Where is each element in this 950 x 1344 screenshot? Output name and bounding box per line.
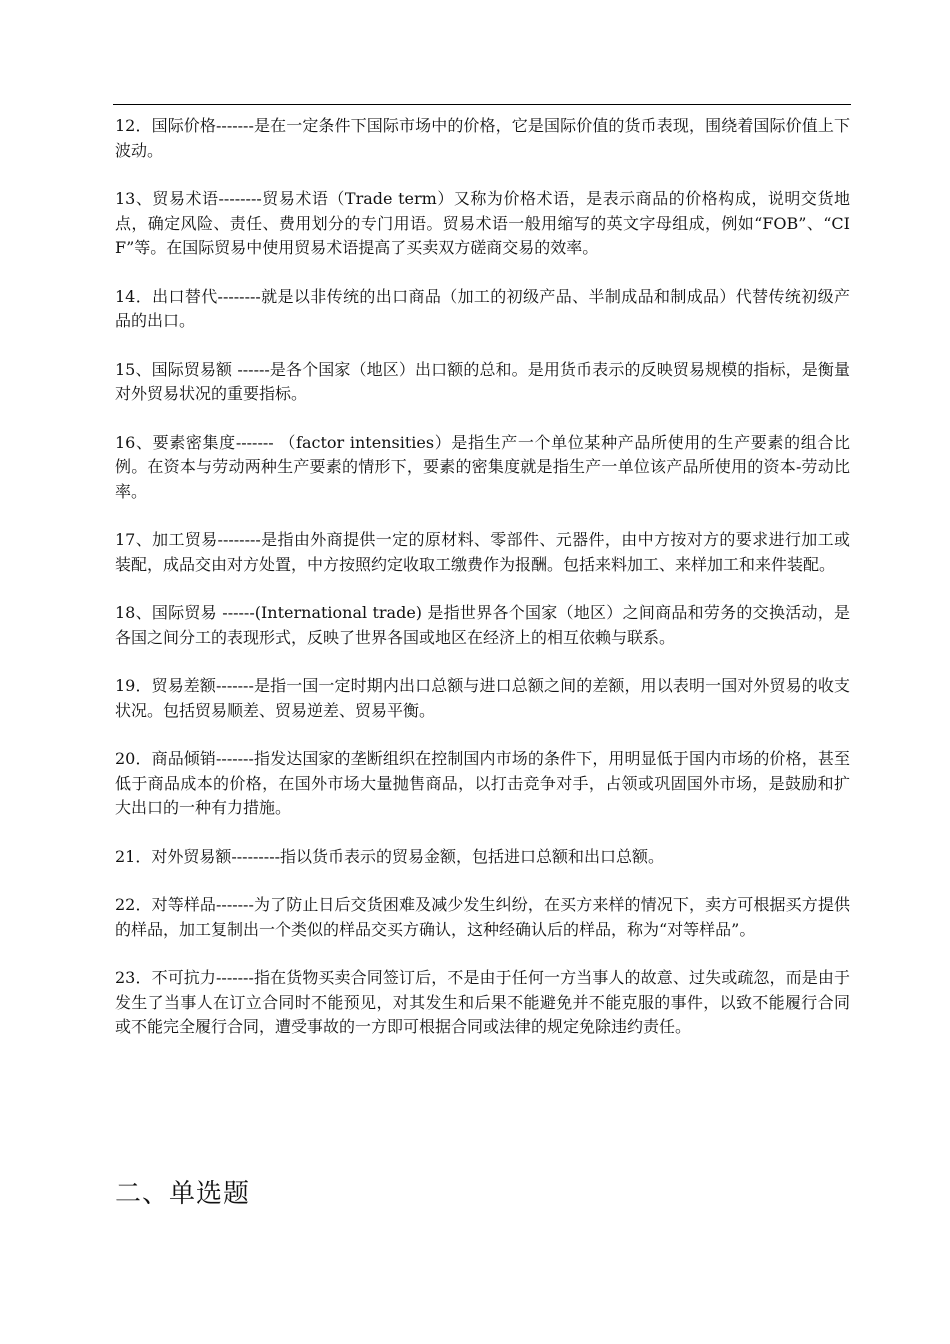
definition-entry-23: 23．不可抗力-------指在货物买卖合同签订后，不是由于任何一方当事人的故意、过失或疏忽，而是由于发生了当事人在订立合同时不能预见，对其发生和后果不能避免并不能克服的事件，以致不能履行合同或不能完全履行合同，遭受事故的一方即可根据合同或法律的规定免除违约责任。 [115, 968, 850, 1036]
definition-entry-14: 14．出口替代--------就是以非传统的出口商品（加工的初级产品、半制成品和制成品）代替传统初级产品的出口。 [115, 286, 850, 330]
definition-entry-22: 22．对等样品-------为了防止日后交货困难及减少发生纠纷，在买方来样的情况下，卖方可根据买方提供的样品，加工复制出一个类似的样品交买方确认，这种经确认后的样品，称为“对等样品”。 [115, 895, 850, 939]
header-rule [113, 104, 851, 105]
definition-entry-17: 17、加工贸易--------是指由外商提供一定的原材料、零部件、元器件，由中方按对方的要求进行加工或装配，成品交由对方处置，中方按照约定收取工缴费作为报酬。包括来料加工、来样加工和来件装配。 [115, 530, 850, 574]
definition-entry-18: 18、国际贸易 ------(International trade) 是指世界各个国家（地区）之间商品和劳务的交换活动，是各国之间分工的表现形式，反映了世界各国或地区在经济上的相互依赖与联系。 [115, 603, 850, 647]
definition-entry-15: 15、国际贸易额 ------是各个国家（地区）出口额的总和。是用货币表示的反映贸易规模的指标，是衡量对外贸易状况的重要指标。 [115, 359, 850, 403]
section-heading: 二、单选题 [115, 1179, 251, 1209]
definitions-list [115, 114, 850, 1064]
definition-entry-21: 21．对外贸易额---------指以货币表示的贸易金额，包括进口总额和出口总额。 [115, 846, 665, 866]
definition-entry-13: 13、贸易术语--------贸易术语（Trade term）又称为价格术语，是表示商品的价格构成，说明交货地点，确定风险、责任、费用划分的专门用语。贸易术语一般用缩写的英文字母组成，例如“FOB”、“CIF”等。在国际贸易中使用贸易术语提高了买卖双方磋商交易的效率。 [115, 189, 850, 257]
definition-entry-12: 12．国际价格-------是在一定条件下国际市场中的价格，它是国际价值的货币表现，围绕着国际价值上下波动。 [115, 116, 850, 160]
definition-entry-20: 20．商品倾销-------指发达国家的垄断组织在控制国内市场的条件下，用明显低于国内市场的价格，甚至低于商品成本的价格，在国外市场大量抛售商品，以打击竞争对手，占领或巩固国外市场，是鼓励和扩大出口的一种有力措施。 [115, 749, 850, 817]
definition-entry-19: 19．贸易差额-------是指一国一定时期内出口总额与进口总额之间的差额，用以表明一国对外贸易的收支状况。包括贸易顺差、贸易逆差、贸易平衡。 [115, 676, 850, 720]
definition-entry-16: 16、要素密集度------- （factor intensities）是指生产一个单位某种产品所使用的生产要素的组合比例。在资本与劳动两种生产要素的情形下，要素的密集度就是指生产一单位该产品所使用的资本-劳动比率。 [115, 432, 850, 501]
